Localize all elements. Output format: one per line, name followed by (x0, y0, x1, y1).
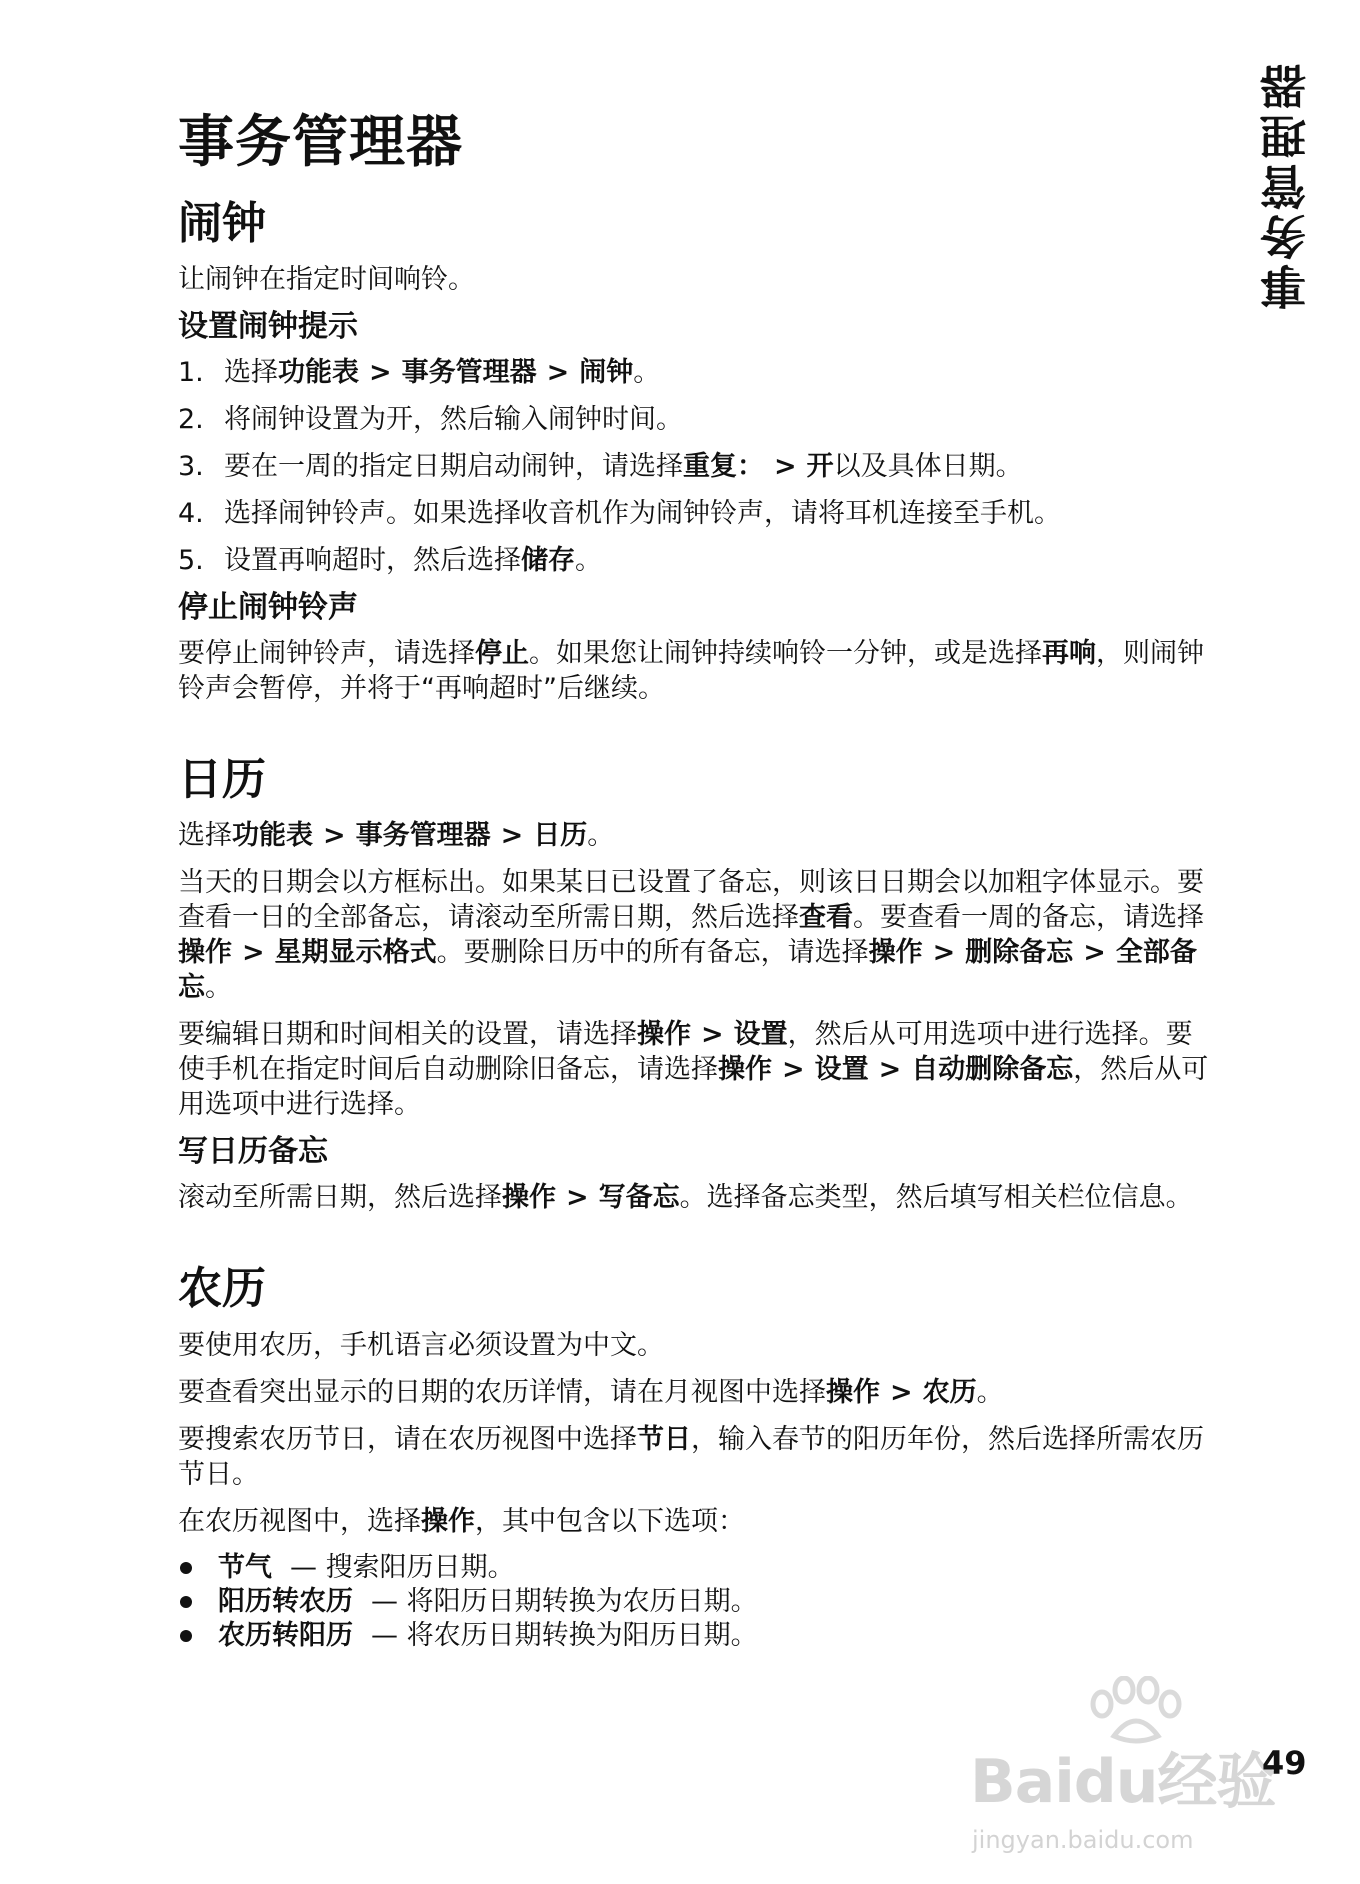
alarm-heading: 闹钟 (178, 197, 266, 249)
lunar-view-paragraph: 要查看突出显示的日期的农历详情，请在月视图中选择操作 > 农历。 (178, 1376, 1004, 1408)
lunar-options-paragraph: 在农历视图中，选择操作，其中包含以下选项： (178, 1505, 745, 1537)
list-item: 5. 设置再响超时，然后选择储存。 (178, 544, 602, 576)
lunar-intro: 要使用农历，手机语言必须设置为中文。 (178, 1329, 664, 1361)
alarm-intro: 让闹钟在指定时间响铃。 (178, 263, 475, 295)
watermark (970, 1676, 1276, 1876)
watermark-logo: Baidu经验 (970, 1747, 1276, 1817)
calendar-heading: 日历 (178, 753, 266, 805)
bullet-icon (180, 1596, 192, 1608)
list-item: 1. 选择功能表 > 事务管理器 > 闹钟。 (178, 356, 661, 388)
watermark-url: jingyan.baidu.com (972, 1826, 1194, 1854)
calendar-path-paragraph: 选择功能表 > 事务管理器 > 日历。 (178, 820, 615, 852)
side-section-tab: 事务管理器 (1259, 60, 1313, 310)
page-number: 49 (1262, 1744, 1307, 1782)
list-item: 4. 选择闹钟铃声。如果选择收音机作为闹钟铃声，请将耳机连接至手机。 (178, 497, 1061, 529)
write-note-paragraph: 滚动至所需日期，然后选择操作 > 写备忘。选择备忘类型，然后填写相关栏位信息。 (178, 1182, 1193, 1214)
lunar-festival-paragraph: 要搜索农历节日，请在农历视图中选择节日，输入春节的阳历年份，然后选择所需农历节日。 (178, 1423, 1204, 1490)
stop-alarm-heading: 停止闹钟铃声 (178, 589, 358, 625)
calendar-view-paragraph: 当天的日期会以方框标出。如果某日已设置了备忘，则该日日期会以加粗字体显示。要查看一日的全部备忘，请滚动至所需日期，然后选择查看。要查看一周的备忘，请选择操作 > 星期显示格式。要删除日历中的所有备忘，请选择操作 > 删除备忘 > 全部备忘。 (178, 867, 1204, 1004)
lunar-heading: 农历 (178, 1263, 266, 1315)
list-item: 3. 要在一周的指定日期启动闹钟，请选择重复： > 开以及具体日期。 (178, 450, 1023, 482)
page-title: 事务管理器 (178, 110, 463, 175)
list-item: 2. 将闹钟设置为开，然后输入闹钟时间。 (178, 403, 683, 435)
set-alarm-heading: 设置闹钟提示 (178, 308, 358, 344)
lunar-options-list (178, 1551, 1218, 1653)
list-item: 农历转阳历 — 将农历日期转换为阳历日期。 (178, 1619, 1218, 1653)
list-item: 节气 — 搜索阳历日期。 (178, 1551, 1218, 1585)
bullet-icon (180, 1630, 192, 1642)
list-item: 阳历转农历 — 将阳历日期转换为农历日期。 (178, 1585, 1218, 1619)
bullet-icon (180, 1562, 192, 1574)
page-content (178, 100, 1218, 1653)
write-note-heading: 写日历备忘 (178, 1134, 328, 1170)
calendar-settings-paragraph: 要编辑日期和时间相关的设置，请选择操作 > 设置，然后从可用选项中进行选择。要使手机在指定时间后自动删除旧备忘，请选择操作 > 设置 > 自动删除备忘，然后从可用选项中进行选择。 (178, 1019, 1209, 1121)
alarm-steps (178, 355, 1218, 578)
stop-alarm-paragraph: 要停止闹钟铃声，请选择停止。如果您让闹钟持续响铃一分钟，或是选择再响，则闹钟铃声会暂停，并将于“再响超时”后继续。 (178, 637, 1204, 704)
